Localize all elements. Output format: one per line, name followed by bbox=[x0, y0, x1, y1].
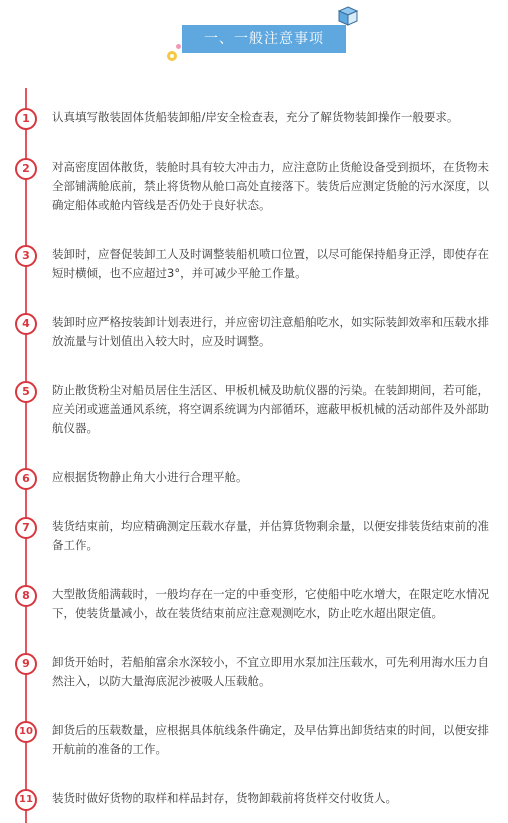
item-number: 4 bbox=[15, 313, 37, 335]
item-text: 装卸时，应督促装卸工人及时调整装船机喷口位置，以尽可能保持船身正浮，即使存在短时横倾，也不应超过3°，并可减少平舱工作量。 bbox=[52, 247, 489, 280]
item-text: 卸货开始时，若船舶富余水深较小，不宜立即用水泵加注压载水，可先利用海水压力自然注入，以防大量海底泥沙被吸人压载舱。 bbox=[52, 655, 489, 688]
item-number: 5 bbox=[15, 381, 37, 403]
header bbox=[0, 0, 508, 80]
item-number: 1 bbox=[15, 108, 37, 130]
item-number: 3 bbox=[15, 245, 37, 267]
item-text: 装货时做好货物的取样和样品封存，货物卸载前将货样交付收货人。 bbox=[52, 791, 397, 805]
cube-icon bbox=[338, 6, 358, 26]
item-number: 7 bbox=[15, 517, 37, 539]
item-number: 8 bbox=[15, 585, 37, 607]
timeline-line bbox=[25, 88, 27, 823]
item-text: 装卸时应严格按装卸计划表进行，并应密切注意船舶吃水，如实际装卸效率和压载水排放流量与计划值出入较大时，应及时调整。 bbox=[52, 315, 489, 348]
item-text: 应根据货物静止角大小进行合理平舱。 bbox=[52, 470, 248, 484]
item-number: 10 bbox=[15, 721, 37, 743]
item-text: 认真填写散装固体货船装卸船/岸安全检查表，充分了解货物装卸操作一般要求。 bbox=[52, 110, 459, 124]
item-number: 2 bbox=[15, 158, 37, 180]
item-text: 防止散货粉尘对船员居住生活区、甲板机械及助航仪器的污染。在装卸期间，若可能，应关闭或遮盖通风系统，将空调系统调为内部循环，遮蔽甲板机械的活动部件及外部助航仪器。 bbox=[52, 383, 489, 435]
item-text: 装货结束前，均应精确测定压载水存量，并估算货物剩余量，以便安排装货结束前的准备工作。 bbox=[52, 519, 489, 552]
item-number: 9 bbox=[15, 653, 37, 675]
item-number: 6 bbox=[15, 468, 37, 490]
item-text: 对高密度固体散货，装舱时具有较大冲击力，应注意防止货舱设备受到损坏，在货物未全部铺满舱底前，禁止将货物从舱口高处直接落下。装货后应测定货舱的污水深度，以确定船体或舱内管线是否仍处于良好状态。 bbox=[52, 160, 489, 212]
section-title: 一、一般注意事项 bbox=[182, 25, 346, 53]
item-text: 卸货后的压载数量，应根据具体航线条件确定，及早估算出卸货结束的时间，以便安排开航前的准备的工作。 bbox=[52, 723, 489, 756]
item-text: 大型散货船满载时，一般均存在一定的中垂变形，它使船中吃水增大，在限定吃水情况下，使装货量减小，故在装货结束前应注意观测吃水，防止吃水超出限定值。 bbox=[52, 587, 489, 620]
decorative-dot bbox=[176, 44, 181, 49]
decorative-ring bbox=[167, 51, 177, 61]
item-number: 11 bbox=[15, 789, 37, 811]
